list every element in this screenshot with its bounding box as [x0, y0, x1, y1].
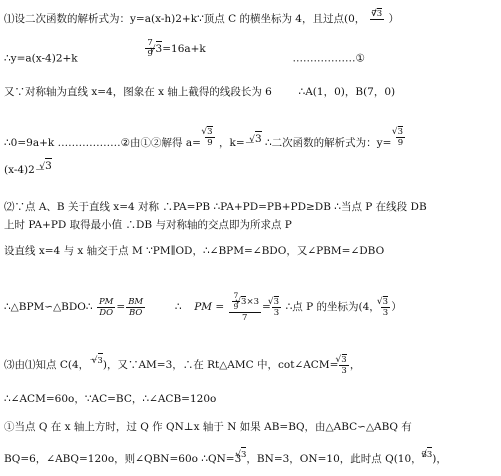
- l9-frac-big: $\frac{7}{9}$ √ 3×3 7: [229, 291, 261, 323]
- l9-text: ∴△BPM∽△BDO∴: [4, 301, 93, 313]
- line-5: [4, 162, 52, 178]
- l9-frac-coord: √ $\frac{3}{3}$: [381, 296, 390, 318]
- line-4: [4, 127, 406, 154]
- l2-marker: ………………①: [292, 52, 365, 65]
- l11-text: ∴∠ACM=60o，∵AC=BC，∴∠ACB=120o: [4, 393, 217, 405]
- l13-sqrt-2: √ 3: [427, 447, 432, 462]
- l7-text: 上时 PA+PD 取得最小值 ∴DB 与对称轴的交点即为所求点 P: [4, 219, 292, 231]
- l9-eq: =: [116, 301, 126, 313]
- l6-text: ⑵∵点 A、B 关于直线 x=4 对称 ∴PA=PB ∴PA+PD=PB+PD≥DB ∴当点 P 在线段 DB: [4, 201, 427, 213]
- l4-frac-a: √ $\frac{3}{9}$: [205, 126, 214, 148]
- l9-frac-pm-do: $\frac{PM}{DO}$: [98, 296, 114, 318]
- line-6: [4, 200, 427, 214]
- l2-sqrt: √ 3: [156, 41, 162, 57]
- l13-text: BQ=6，∠ABQ=120o，则∠QBN=60o ∴QN=3: [4, 453, 242, 465]
- l13-coef: 3: [421, 450, 428, 460]
- line-8: [4, 244, 384, 258]
- l9-therefore: ∴: [174, 301, 182, 313]
- l13-end: )，: [432, 453, 447, 465]
- l8-text: 设直线 x=4 与 x 轴交于点 M ∵PM∥OD，∴∠BPM=∠BDO，又∠PBM=∠DBO: [4, 245, 385, 257]
- l1-text: ⑴设二次函数的解析式为：y=a(x-h)2+k∵顶点 C 的横坐标为 4，且过点(0，: [4, 13, 366, 25]
- l4-frac-b: √ $\frac{3}{9}$: [396, 126, 405, 148]
- l10-sqrt: √ 3: [98, 353, 103, 368]
- l1-frac: [370, 8, 385, 30]
- l2-frac: $\frac{7}{9}$: [147, 38, 153, 59]
- l9-close: ）: [391, 301, 402, 313]
- l10-neg: －: [89, 356, 98, 366]
- line-12: [4, 420, 412, 434]
- l10-text: ⑶由⑴知点 C(4，: [4, 359, 90, 371]
- l10-mid: )，又∵AM=3，∴在 Rt△AMC 中，cot∠ACM=: [102, 359, 339, 371]
- l1-frac-sqrt: √ 3: [377, 8, 382, 19]
- l4-k: ，k=－: [219, 137, 256, 149]
- line-1: [4, 8, 399, 30]
- line-13: [4, 452, 447, 467]
- l9-frac-res: √ $\frac{3}{3}$: [272, 296, 281, 318]
- l9-eq2: =: [261, 301, 271, 313]
- l12-text: ①当点 Q 在 x 轴上方时，过 Q 作 QN⊥x 轴于 N 如果 AB=BQ，由△ABC∽△ABQ 有: [4, 421, 412, 433]
- l13-sqrt-1: √ 3: [241, 447, 246, 462]
- line-2: [4, 38, 365, 69]
- l10-frac: √ $\frac{3}{3}$: [339, 354, 348, 376]
- line-11: [4, 392, 216, 406]
- l9-pm: PM =: [194, 301, 225, 313]
- l1-close: ）: [388, 13, 400, 25]
- l13-mid: ，BN=3，ON=10，此时点 Q(10，: [246, 453, 422, 465]
- l5-sqrt: √ 3: [45, 158, 51, 174]
- l3-text: 又∵对称轴为直线 x=4，图象在 x 轴上截得的线段长为 6: [4, 86, 272, 98]
- line-9: [4, 291, 402, 323]
- line-10: [4, 354, 360, 376]
- l1-frac-num: 7: [371, 9, 378, 19]
- l10-end: ，: [349, 359, 361, 371]
- l4-text: ∴0=9a+k ………………②由①②解得 a=: [4, 137, 201, 149]
- l9-coord: ∴点 P 的坐标为(4，: [285, 301, 380, 313]
- line-3: [4, 85, 395, 99]
- l2-rhs: =16a+k: [162, 42, 206, 55]
- l5-text: (x-4)2－: [4, 164, 46, 176]
- l4-k-sqrt: √ 3: [255, 131, 261, 147]
- l3-points: ∴A(1，0)，B(7，0): [298, 86, 396, 98]
- l9-frac-bm-bo: $\frac{BM}{BO}$: [128, 296, 144, 318]
- l2-text: ∴y=a(x-4)2+k: [4, 52, 78, 65]
- line-7: [4, 218, 292, 232]
- l4-result: ∴二次函数的解析式为：y=: [264, 137, 392, 149]
